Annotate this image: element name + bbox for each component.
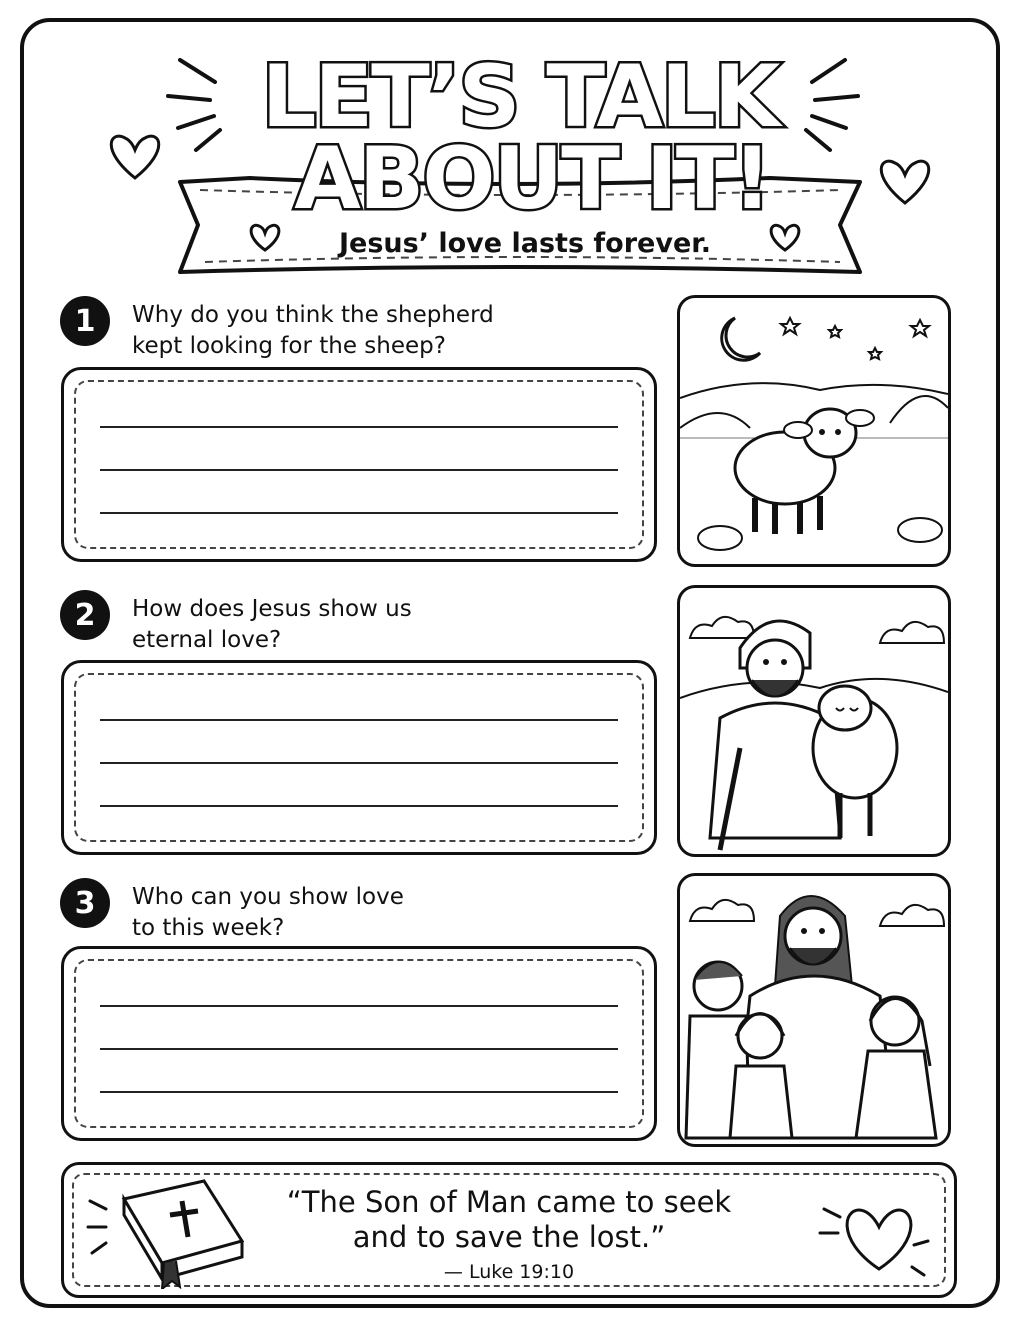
title-header xyxy=(0,0,1024,290)
heart-icon xyxy=(814,1179,934,1289)
question-number-badge: 1 xyxy=(60,296,110,346)
verse-reference: — Luke 19:10 xyxy=(443,1261,575,1283)
answer-box-1[interactable] xyxy=(61,367,657,562)
writing-line xyxy=(100,762,618,764)
question-text: How does Jesus show us eternal love? xyxy=(132,596,412,653)
writing-line xyxy=(100,719,618,721)
answer-box-3[interactable] xyxy=(61,946,657,1141)
heart-icon xyxy=(111,136,159,178)
heart-icon xyxy=(881,161,929,203)
writing-line xyxy=(100,1048,618,1050)
question-3 xyxy=(60,882,572,944)
answer-box-2[interactable] xyxy=(61,660,657,855)
question-number-badge: 3 xyxy=(60,878,110,928)
writing-line xyxy=(100,426,618,428)
verse-box xyxy=(61,1162,957,1298)
sparkle-lines-left-icon xyxy=(168,60,220,150)
cloud-icon xyxy=(690,900,754,921)
question-number-badge: 2 xyxy=(60,590,110,640)
title-line-2: ABOUT IT! xyxy=(294,129,770,229)
writing-line xyxy=(100,469,618,471)
writing-line xyxy=(100,512,618,514)
moon-icon xyxy=(722,318,760,360)
question-text: Who can you show love to this week? xyxy=(132,884,404,941)
verse-quote: “The Son of Man came to seek and to save the lost.” xyxy=(286,1185,732,1254)
subtitle: Jesus’ love lasts forever. xyxy=(339,228,711,259)
sparkle-lines-right-icon xyxy=(806,60,858,150)
question-1 xyxy=(60,300,572,362)
cloud-icon xyxy=(880,622,944,643)
jesus-with-children-illustration xyxy=(677,873,951,1147)
cloud-icon xyxy=(690,617,754,638)
writing-line xyxy=(100,805,618,807)
question-text: Why do you think the shepherd kept looking for the sheep? xyxy=(132,302,494,359)
title-line-1: LET’S TALK xyxy=(261,47,779,147)
shepherd-hugging-sheep-illustration xyxy=(677,585,951,857)
writing-line xyxy=(100,1091,618,1093)
cloud-icon xyxy=(880,905,944,926)
sheep-under-moon-illustration xyxy=(677,295,951,567)
question-2 xyxy=(60,594,572,656)
star-icons xyxy=(781,318,929,359)
writing-line xyxy=(100,1005,618,1007)
